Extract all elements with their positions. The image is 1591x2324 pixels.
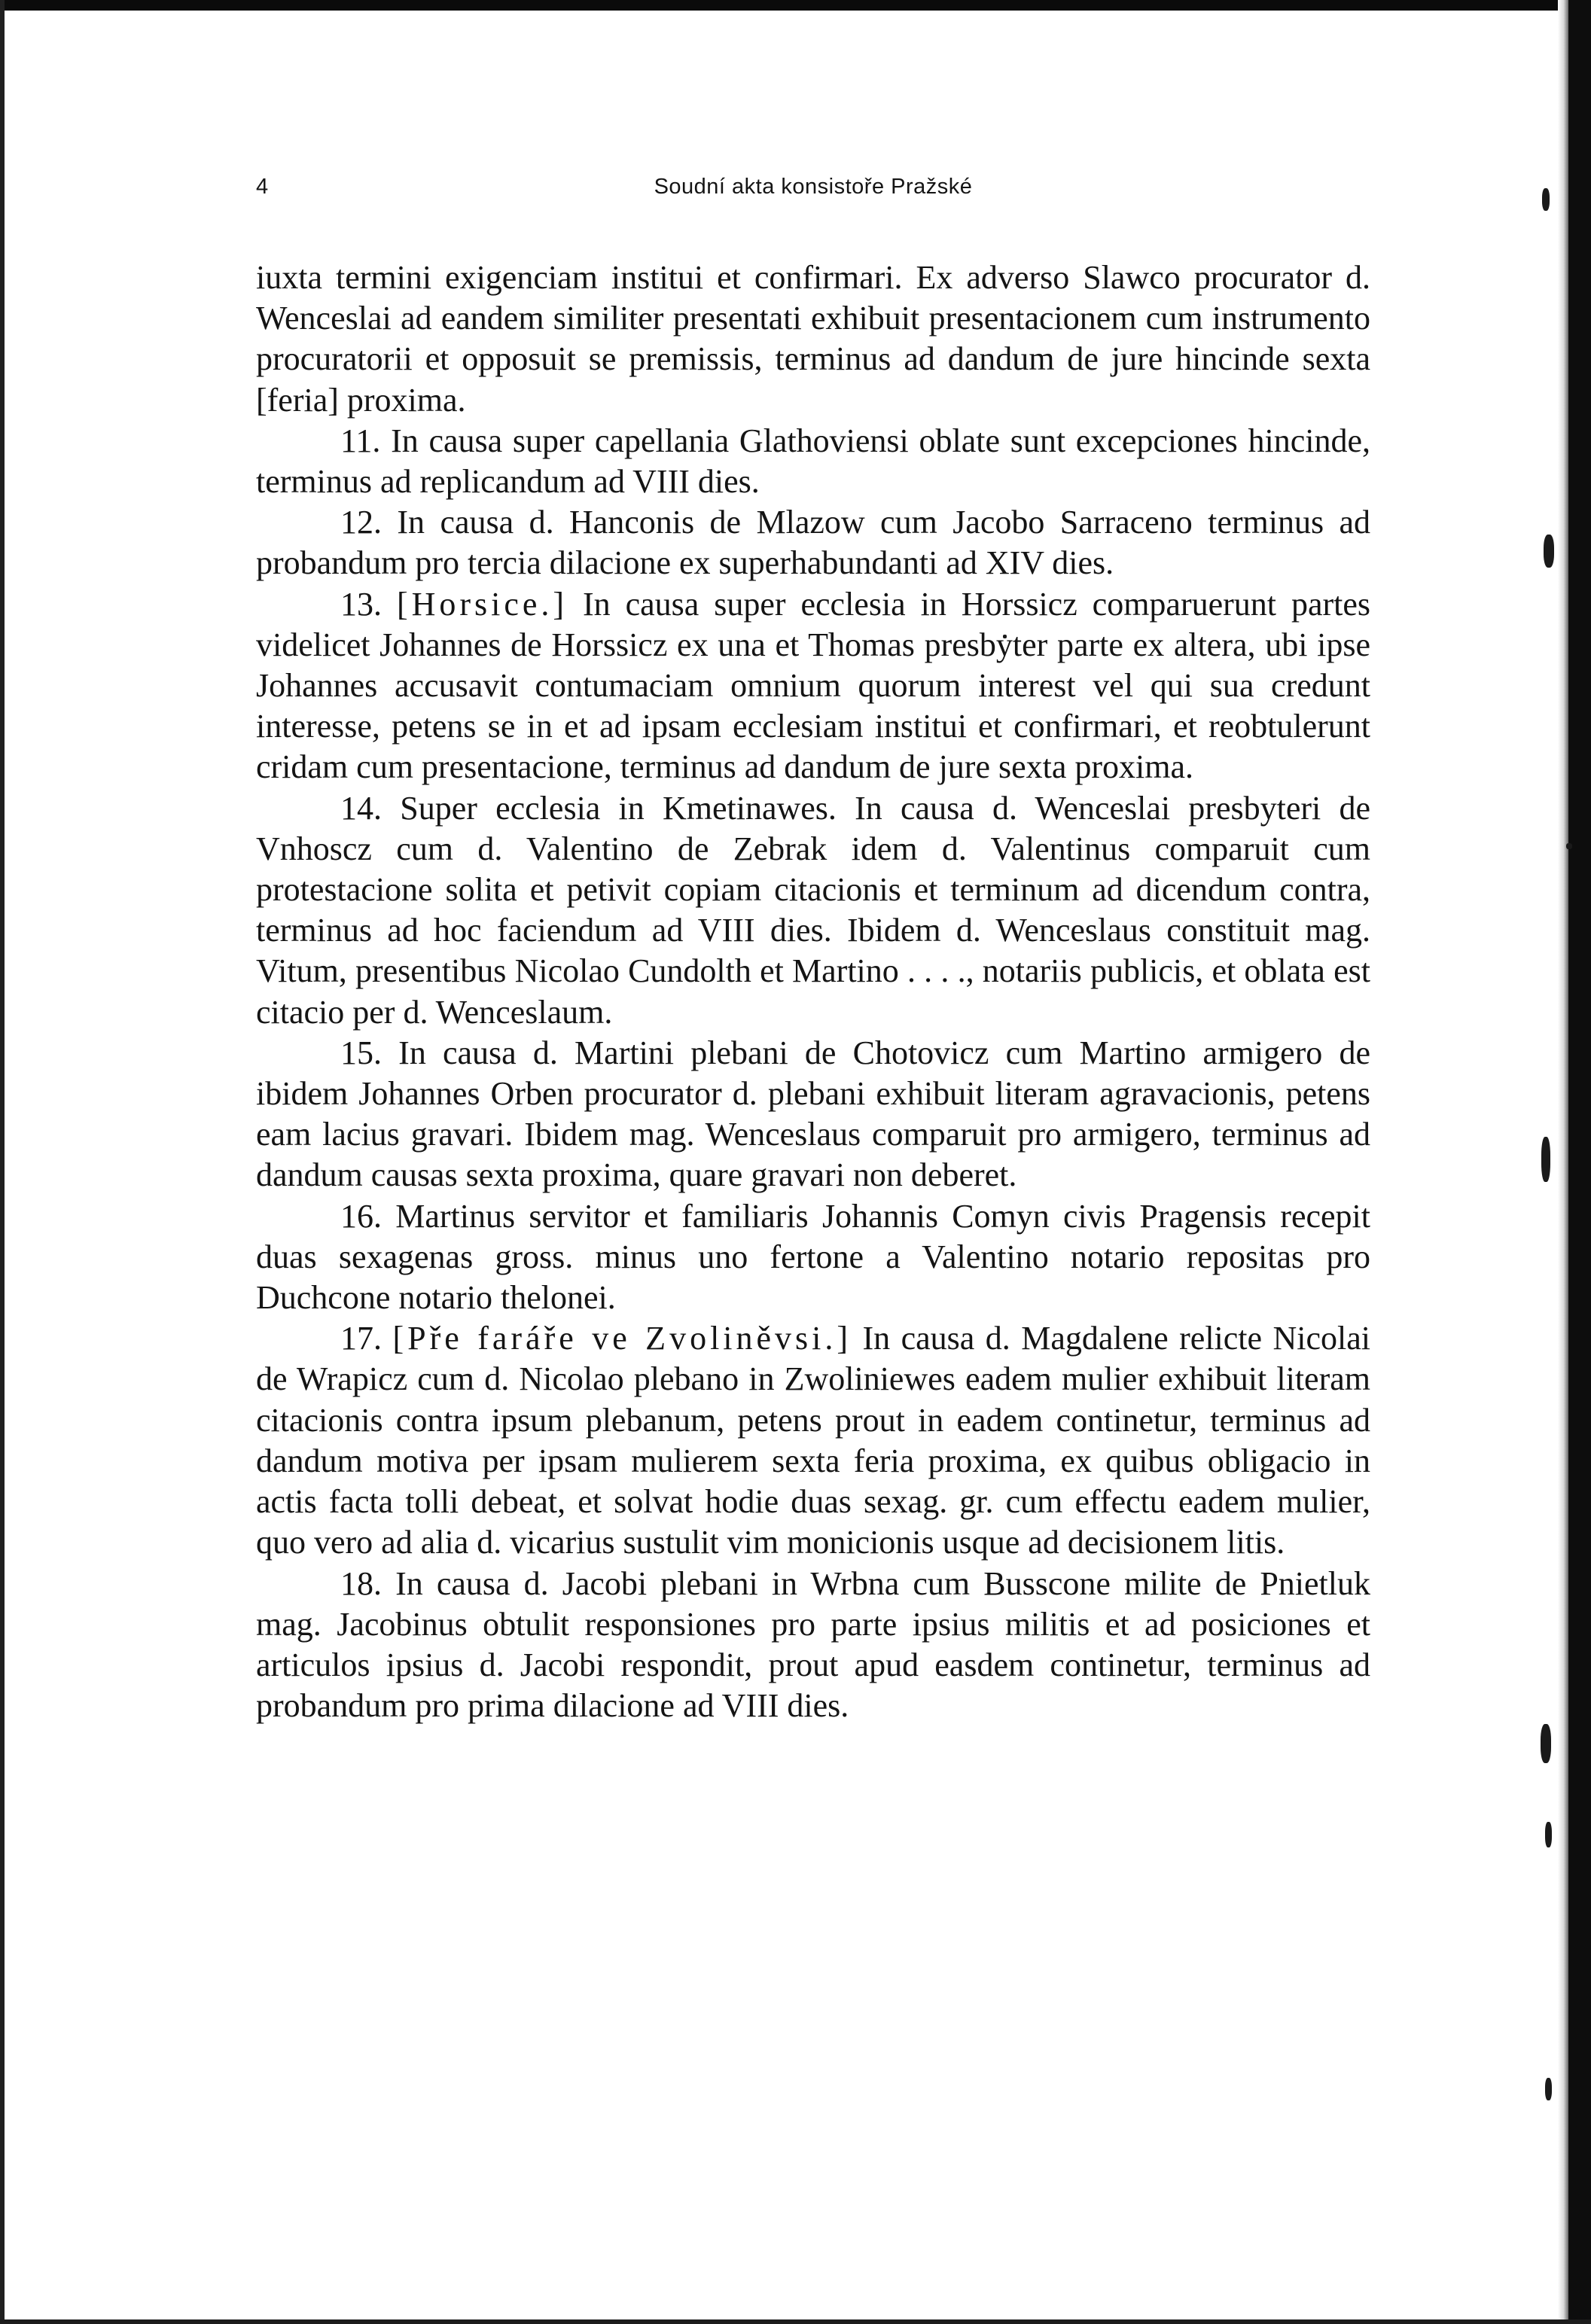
paragraph-12: 12. In causa d. Hanconis de Mlazow cum Jacobo Sarraceno terminus ad probandum pro tercia dilacione ex superhabundanti ad XIV dies. xyxy=(256,504,1370,582)
scan-border-left xyxy=(0,0,5,2324)
entry-heading: [Horsice.] xyxy=(396,585,568,623)
entry-number: 17. xyxy=(340,1320,382,1357)
entry-number: 13. xyxy=(340,585,382,623)
scan-speck xyxy=(1545,1822,1552,1847)
paragraph-11: 11. In causa super capellania Glathoviensi oblate sunt excepciones hincinde, terminus ad replicandum ad VIII dies. xyxy=(256,422,1370,501)
scan-border-top xyxy=(0,0,1591,11)
scan-speck xyxy=(1566,843,1572,849)
paragraph-16: 16. Martinus servitor et familiaris Johannis Comyn civis Pragensis recepit duas sexagenas gross. minus uno fertone a Valentino notario repositas pro Duchcone notario thelonei. xyxy=(256,1197,1370,1317)
running-title: Soudní akta konsistoře Pražské xyxy=(654,175,973,199)
scan-border-right xyxy=(1568,0,1591,2324)
scan-speck xyxy=(1545,2078,1552,2100)
scan-speck xyxy=(1544,535,1554,568)
scan-speck xyxy=(1542,188,1550,211)
scan-speck xyxy=(1541,1137,1550,1182)
paragraph-continuation: iuxta termini exigenciam institui et confirmari. Ex adverso Slawco procurator d. Wenceslai ad eandem similiter presentati exhibuit presentacionem cum instrumento procuratorii et opposuit se premissis, terminus ad dandum de jure hincinde sexta [feria] proxima. xyxy=(256,259,1370,419)
entry-heading: [Pře faráře ve Zvoliněvsi.] xyxy=(392,1320,852,1357)
entry-text: In causa d. Magdalene relicte Nicolai de Wrapicz cum d. Nicolao plebano in Zwoliniewes eadem mulier exhibuit literam citacionis contra ipsum plebanum, petens prout in eadem continetur, terminus ad dandum motiva per ipsam mulierem sexta feria proxima, ex quibus obligacio in actis facta tolli debeat, et solvat hodie duas sexag. gr. cum effectu eadem mulier, quo vero ad alia d. vicarius sustulit vim monicionis usque ad decisionem litis. xyxy=(256,1320,1371,1561)
paragraph-18: 18. In causa d. Jacobi plebani in Wrbna cum Busscone milite de Pnietluk mag. Jacobinus obtulit responsiones pro parte ipsius militis et ad posiciones et articulos ipsius d. Jacobi respondit, prout apud easdem continetur, terminus ad probandum pro prima dilacione ad VIII dies. xyxy=(256,1564,1370,1725)
page-number: 4 xyxy=(256,175,269,199)
scan-border-bottom xyxy=(0,2319,1591,2324)
paragraph-17 xyxy=(256,1318,1370,1563)
paragraph-13 xyxy=(256,584,1370,788)
running-header xyxy=(256,175,1370,208)
scan-shadow-right xyxy=(1558,0,1568,2324)
entry-text: In causa super ecclesia in Horssicz comparuerunt partes videlicet Johannes de Horssicz ex una et Thomas presbyter parte ex altera, ubi ipse Johannes accusavit contumaciam omnium quorum interest vel qui sua credunt interesse, petens se in et ad ipsam ecclesiam institui et confirmari, et reobtulerunt cridam cum presentacione, terminus ad dandum de jure sexta proxima. xyxy=(256,585,1371,786)
document-body xyxy=(256,257,1370,1726)
paragraph-15: 15. In causa d. Martini plebani de Chotovicz cum Martino armigero de ibidem Johannes Orben procurator d. plebani exhibuit literam agravacionis, petens eam lacius gravari. Ibidem mag. Wenceslaus comparuit pro armigero, terminus ad dandum causas sexta proxima, quare gravari non deberet. xyxy=(256,1034,1370,1194)
paragraph-14: 14. Super ecclesia in Kmetinawes. In causa d. Wenceslai presbyteri de Vnhoscz cum d. Valentino de Zebrak idem d. Valentinus comparuit cum protestacione solita et petivit copiam citacionis et terminum ad dicendum contra, terminus ad hoc faciendum ad VIII dies. Ibidem d. Wenceslaus constituit mag. Vitum, presentibus Nicolao Cundolth et Martino . . . ., notariis publicis, et oblata est citacio per d. Wenceslaum. xyxy=(256,789,1370,1031)
scan-speck xyxy=(1541,1724,1551,1763)
